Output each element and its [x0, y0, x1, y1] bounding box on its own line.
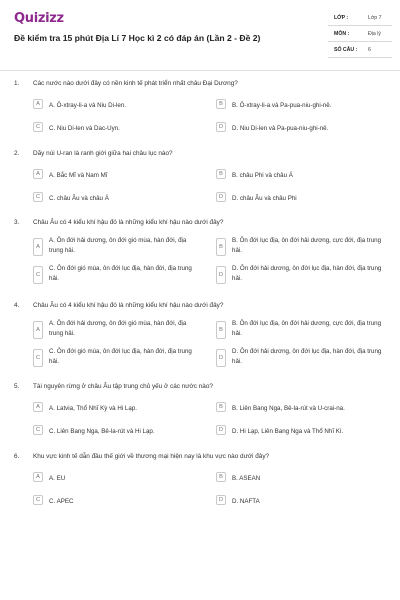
worksheet-header [0, 0, 400, 62]
option-letter-box[interactable]: B [216, 99, 226, 109]
option-text: A. EU [49, 474, 66, 482]
header-divider [0, 70, 400, 71]
option-letter-box[interactable]: C [33, 425, 43, 435]
option-text: A. Latvia, Thổ Nhĩ Kỳ và Hi Lạp. [49, 404, 137, 412]
question-text: Châu Âu có 4 kiểu khí hậu đó là những kiểu khí hậu nào dưới đây? [33, 219, 224, 226]
option-letter-box[interactable]: D [216, 192, 226, 202]
option-text: C. Niu Di-len và Dac-Uyn. [49, 124, 120, 132]
option-letter-box[interactable]: C [33, 495, 43, 505]
meta-value: Lớp 7 [368, 15, 382, 21]
question-text: Châu Âu có 4 kiểu khí hậu đó là những kiểu khí hậu nào dưới đây? [33, 302, 224, 309]
option-letter-box[interactable]: D [216, 266, 226, 284]
option-letter-box[interactable]: A [33, 169, 43, 179]
option-letter-box[interactable]: C [33, 192, 43, 202]
meta-row-count [328, 42, 392, 58]
question-text: Tài nguyên rừng ở châu Âu tập trung chủ yếu ở các nước nào? [33, 383, 213, 390]
option-letter-box[interactable]: D [216, 425, 226, 435]
option-text: A. Ô-xtray-li-a và Niu Di-len. [49, 101, 127, 109]
option-text: D. Ôn đới hải dương, ôn đới lục địa, hàn đới, địa trung hải. [232, 348, 382, 365]
meta-value: Địa lý [368, 31, 381, 37]
option-text: D. NAFTA [232, 497, 260, 505]
option-text: B. châu Phi và châu Á [232, 171, 293, 179]
option-letter-box[interactable]: D [216, 349, 226, 367]
option-letter-box[interactable]: A [33, 99, 43, 109]
question-number: 2. [14, 150, 20, 157]
question-number: 6. [14, 453, 20, 460]
meta-label: LỚP : [334, 15, 349, 21]
option-letter-box[interactable]: B [216, 472, 226, 482]
option-letter-box[interactable]: A [33, 472, 43, 482]
option-text: D. Ôn đới hải dương, ôn đới lục địa, hàn đới, địa trung hải. [232, 265, 382, 282]
option-letter-box[interactable]: B [216, 238, 226, 256]
option-text: B. Ôn đới lục địa, ôn đới hải dương, cực đới, địa trung hải. [232, 320, 382, 337]
question-text: Các nước nào dưới đây có nền kinh tế phát triển nhất châu Đại Dương? [33, 80, 238, 87]
question-number: 3. [14, 219, 20, 226]
option-text: A. Ôn đới hải dương, ôn đới gió mùa, hàn đới, địa trung hải. [49, 237, 187, 254]
option-text: C. Ôn đới gió mùa, ôn đới lục địa, hàn đới, địa trung hải. [49, 265, 192, 282]
question-text: Khu vực kinh tế dẫn đầu thế giới về thương mại hiện nay là khu vực nào dưới đây? [33, 453, 270, 460]
option-text: C. Liên Bang Nga, Bê-la-rút và Hi Lạp. [49, 427, 155, 435]
option-text: D. Niu Di-len và Pa-pua-niu-ghi-nê. [232, 124, 329, 132]
question-text: Dãy núi U-ran là ranh giới giữa hai châu lục nào? [33, 150, 173, 157]
option-text: A. Bắc Mĩ và Nam Mĩ [49, 171, 108, 179]
option-text: C. châu Âu và châu Á [49, 194, 109, 202]
option-letter-box[interactable]: C [33, 266, 43, 284]
meta-value: 6 [368, 47, 371, 53]
option-letter-box[interactable]: A [33, 238, 43, 256]
option-text: C. Ôn đới gió mùa, ôn đới lục địa, hàn đới, địa trung hải. [49, 348, 192, 365]
option-letter-box[interactable]: A [33, 321, 43, 339]
option-letter-box[interactable]: C [33, 122, 43, 132]
option-letter-box[interactable]: D [216, 122, 226, 132]
question-number: 5. [14, 383, 20, 390]
option-text: B. Ôn đới lục địa, ôn đới hải dương, cực đới, địa trung hải. [232, 237, 382, 254]
quizizz-logo: Quizizz [14, 11, 64, 26]
option-text: C. APEC [49, 497, 74, 505]
option-letter-box[interactable]: A [33, 402, 43, 412]
option-text: B. ASEAN [232, 474, 261, 482]
meta-row-subject [328, 26, 392, 42]
worksheet-meta-table [328, 10, 392, 58]
option-letter-box[interactable]: C [33, 349, 43, 367]
question-number: 4. [14, 302, 20, 309]
option-letter-box[interactable]: B [216, 169, 226, 179]
worksheet-title: Đề kiểm tra 15 phút Địa Lí 7 Học kì 2 có đáp án (Lần 2 - Đề 2) [14, 33, 261, 43]
option-text: A. Ôn đới hải dương, ôn đới gió mùa, hàn đới, địa trung hải. [49, 320, 187, 337]
option-text: D. châu Âu và châu Phi [232, 194, 297, 202]
option-letter-box[interactable]: D [216, 495, 226, 505]
meta-label: MÔN : [334, 31, 350, 37]
meta-label: SỐ CÂU : [334, 47, 358, 53]
meta-row-class [328, 10, 392, 26]
option-letter-box[interactable]: B [216, 402, 226, 412]
option-text: B. Ô-xtray-li-a và Pa-pua-niu-ghi-nê. [232, 101, 332, 109]
question-number: 1. [14, 80, 20, 87]
option-text: B. Liên Bang Nga, Bê-la-rút và U-crai-na. [232, 404, 345, 412]
option-letter-box[interactable]: B [216, 321, 226, 339]
option-text: D. Hi Lạp, Liên Bang Nga và Thổ Nhĩ Kì. [232, 427, 344, 435]
